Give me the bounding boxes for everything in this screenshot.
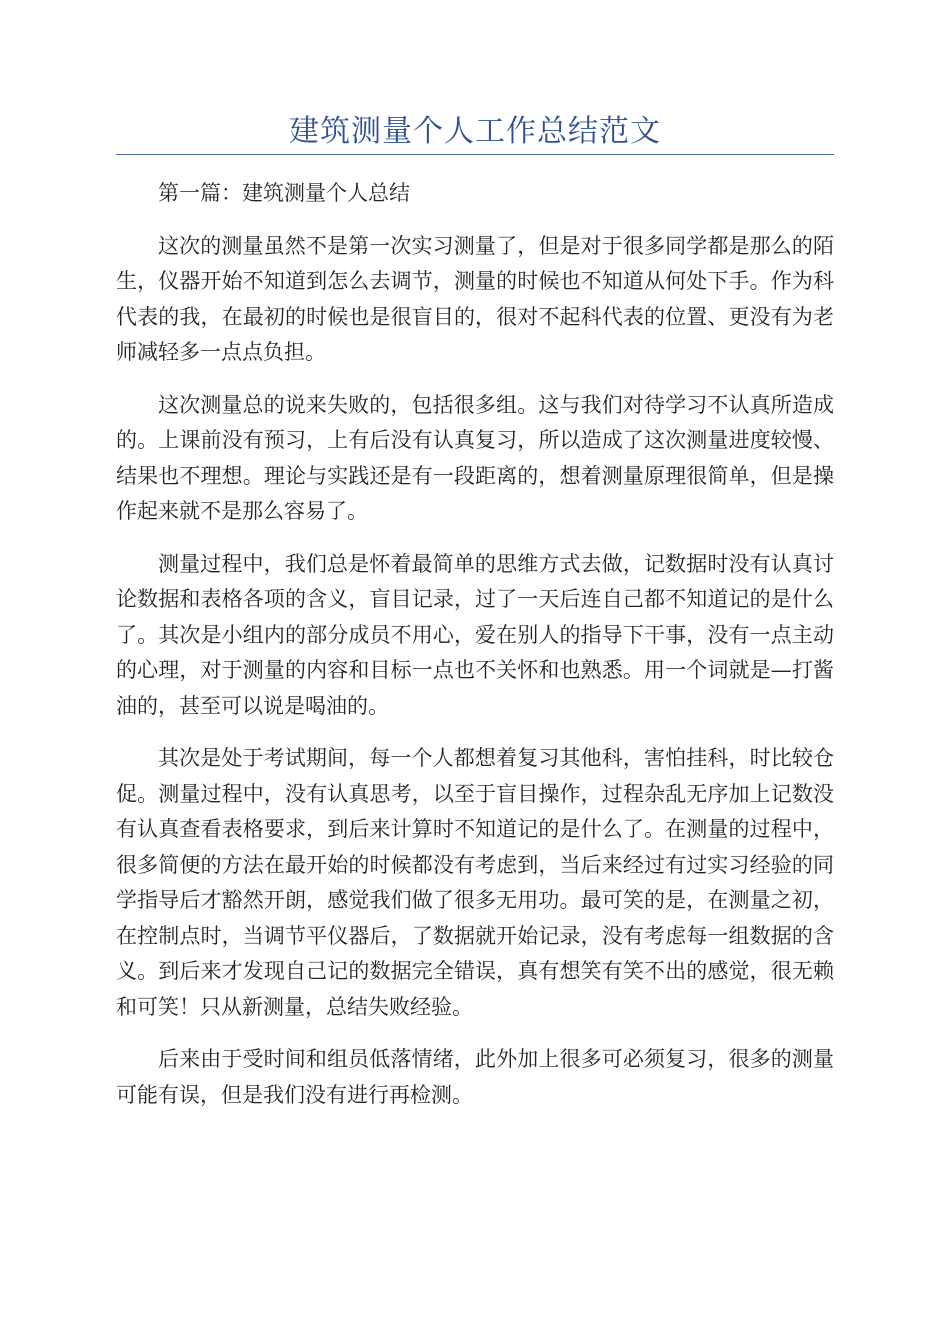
paragraph-3: 测量过程中，我们总是怀着最简单的思维方式去做，记数据时没有认真讨论数据和表格各项的含义，盲目记录，过了一天后连自己都不知道记的是什么了。其次是小组内的部分成员不用心，爱在别人的指导下干事，没有一点主动的心理，对于测量的内容和目标一点也不关怀和也熟悉。用一个词就是—打酱油的，甚至可以说是喝油的。	[116, 551, 834, 718]
paragraph-4: 其次是处于考试期间，每一个人都想着复习其他科，害怕挂科，时比较仓促。测量过程中，没有认真思考，以至于盲目操作，过程杂乱无序加上记数没有认真查看表格要求，到后来计算时不知道记的是什么了。在测量的过程中，很多简便的方法在最开始的时候都没有考虑到，当后来经过有过实习经验的同学指导后才豁然开朗，感觉我们做了很多无用功。最可笑的是，在测量之初，在控制点时，当调节平仪器后，了数据就开始记录，没有考虑每一组数据的含义。到后来才发现自己记的数据完全错误，真有想笑有笑不出的感觉，很无赖和可笑！只从新测量，总结失败经验。	[116, 746, 834, 1019]
page-title: 建筑测量个人工作总结范文	[289, 114, 661, 149]
paragraph-5: 后来由于受时间和组员低落情绪，此外加上很多可必须复习，很多的测量可能有误，但是我们没有进行再检测。	[116, 1047, 834, 1107]
section-heading: 第一篇：建筑测量个人总结	[158, 181, 410, 205]
paragraph-2: 这次测量总的说来失败的，包括很多组。这与我们对待学习不认真所造成的。上课前没有预习，上有后没有认真复习，所以造成了这次测量进度较慢、结果也不理想。理论与实践还是有一段距离的，想着测量原理很简单，但是操作起来就不是那么容易了。	[116, 392, 834, 523]
title-underline	[116, 154, 834, 155]
document-body	[116, 176, 834, 1130]
paragraph-1: 这次的测量虽然不是第一次实习测量了，但是对于很多同学都是那么的陌生，仪器开始不知道到怎么去调节，测量的时候也不知道从何处下手。作为科代表的我，在最初的时候也是很盲目的，很对不起科代表的位置、更没有为老师减轻多一点点负担。	[116, 233, 834, 364]
